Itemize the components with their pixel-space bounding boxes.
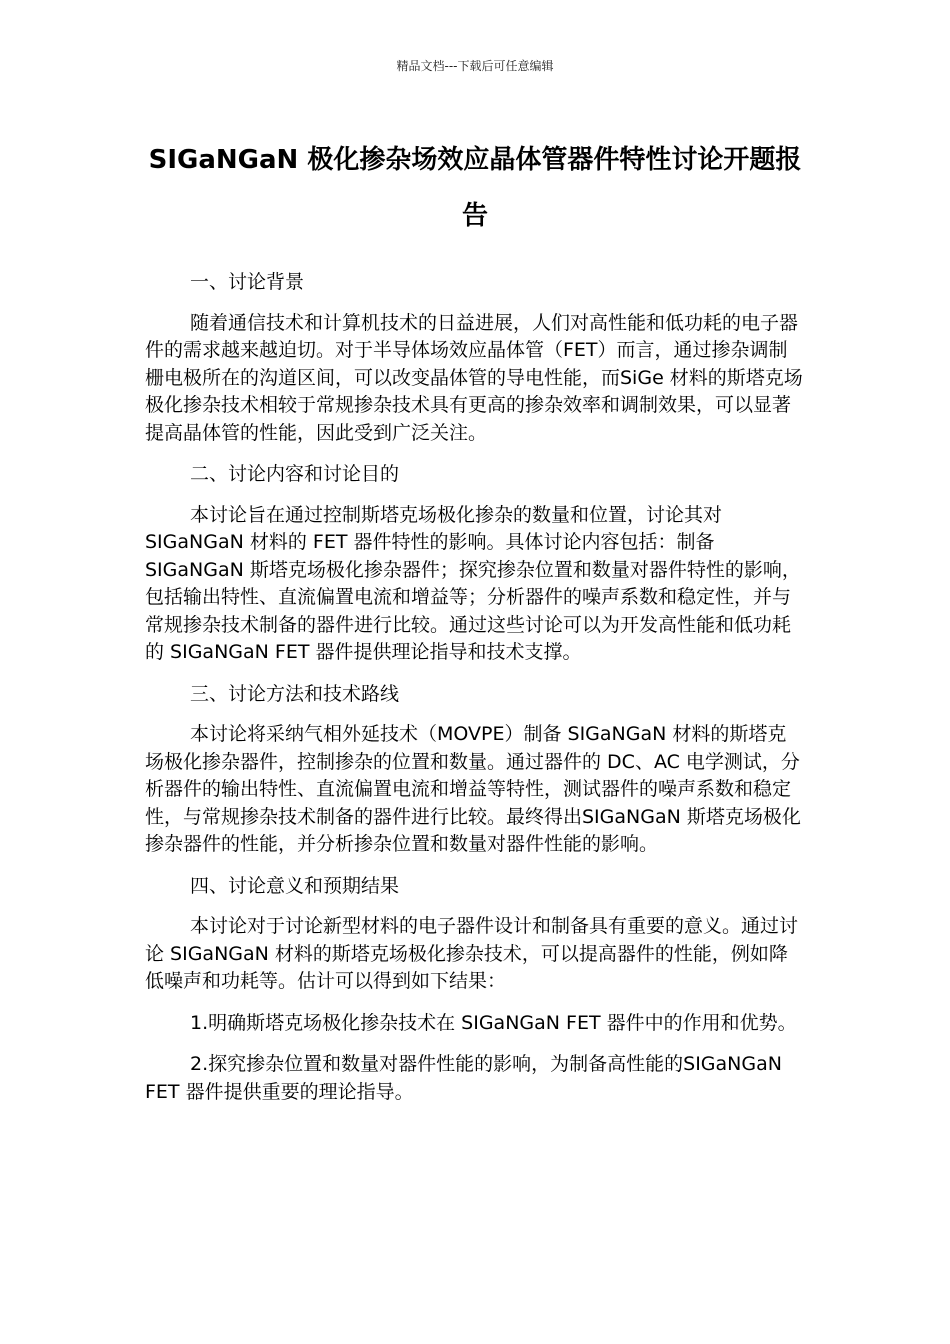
- section-heading: 三、讨论方法和技术路线: [190, 682, 400, 705]
- section-content-and-purpose: [145, 461, 805, 667]
- document-body: [145, 269, 805, 1120]
- paragraph: 本讨论对于讨论新型材料的电子器件设计和制备具有重要的意义。通过讨论 SIGaNGaN 材料的斯塔克场极化掺杂技术，可以提高器件的性能，例如降低噪声和功耗等。估计可以得到如下结果：: [145, 915, 799, 992]
- document-title: SIGaNGaN 极化掺杂场效应晶体管器件特性讨论开题报告: [148, 145, 802, 231]
- list-item: 1.明确斯塔克场极化掺杂技术在 SIGaNGaN FET 器件中的作用和优势。: [190, 1011, 797, 1034]
- section-methods: [145, 681, 805, 859]
- paragraph: 本讨论旨在通过控制斯塔克场极化掺杂的数量和位置，讨论其对SIGaNGaN 材料的 FET 器件特性的影响。具体讨论内容包括：制备SIGaNGaN 斯塔克场极化掺杂器件；探究掺杂位置和数量对器件特性的影响，包括输出特性、直流偏置电流和增益等；分析器件的噪声系数和稳定性，并与常规掺杂技术制备的器件进行比较。通过这些讨论可以为开发高性能和低功耗的 SIGaNGaN FET 器件提供理论指导和技术支撑。: [145, 503, 801, 663]
- paragraph: 本讨论将采纳气相外延技术（MOVPE）制备 SIGaNGaN 材料的斯塔克场极化掺杂器件，控制掺杂的位置和数量。通过器件的 DC、AC 电学测试，分析器件的输出特性、直流偏置电流和增益等特性，测试器件的噪声系数和稳定性，与常规掺杂技术制备的器件进行比较。最终得出SIGaNGaN 斯塔克场极化掺杂器件的性能，并分析掺杂位置和数量对器件性能的影响。: [145, 723, 801, 855]
- section-background: [145, 269, 805, 447]
- section-significance: [145, 873, 805, 1107]
- page-header: 精品文档---下载后可任意编辑: [396, 59, 554, 73]
- section-heading: 二、讨论内容和讨论目的: [190, 463, 400, 485]
- section-heading: 四、讨论意义和预期结果: [190, 874, 400, 897]
- paragraph: 随着通信技术和计算机技术的日益进展，人们对高性能和低功耗的电子器件的需求越来越迫切。对于半导体场效应晶体管（FET）而言，通过掺杂调制栅电极所在的沟道区间，可以改变晶体管的导电性能，而SiGe 材料的斯塔克场极化掺杂技术相较于常规掺杂技术具有更高的掺杂效率和调制效果，可以显著提高晶体管的性能，因此受到广泛关注。: [145, 311, 803, 444]
- section-heading: 一、讨论背景: [190, 271, 305, 293]
- list-item: 2.探究掺杂位置和数量对器件性能的影响，为制备高性能的SIGaNGaN FET 器件提供重要的理论指导。: [145, 1053, 782, 1103]
